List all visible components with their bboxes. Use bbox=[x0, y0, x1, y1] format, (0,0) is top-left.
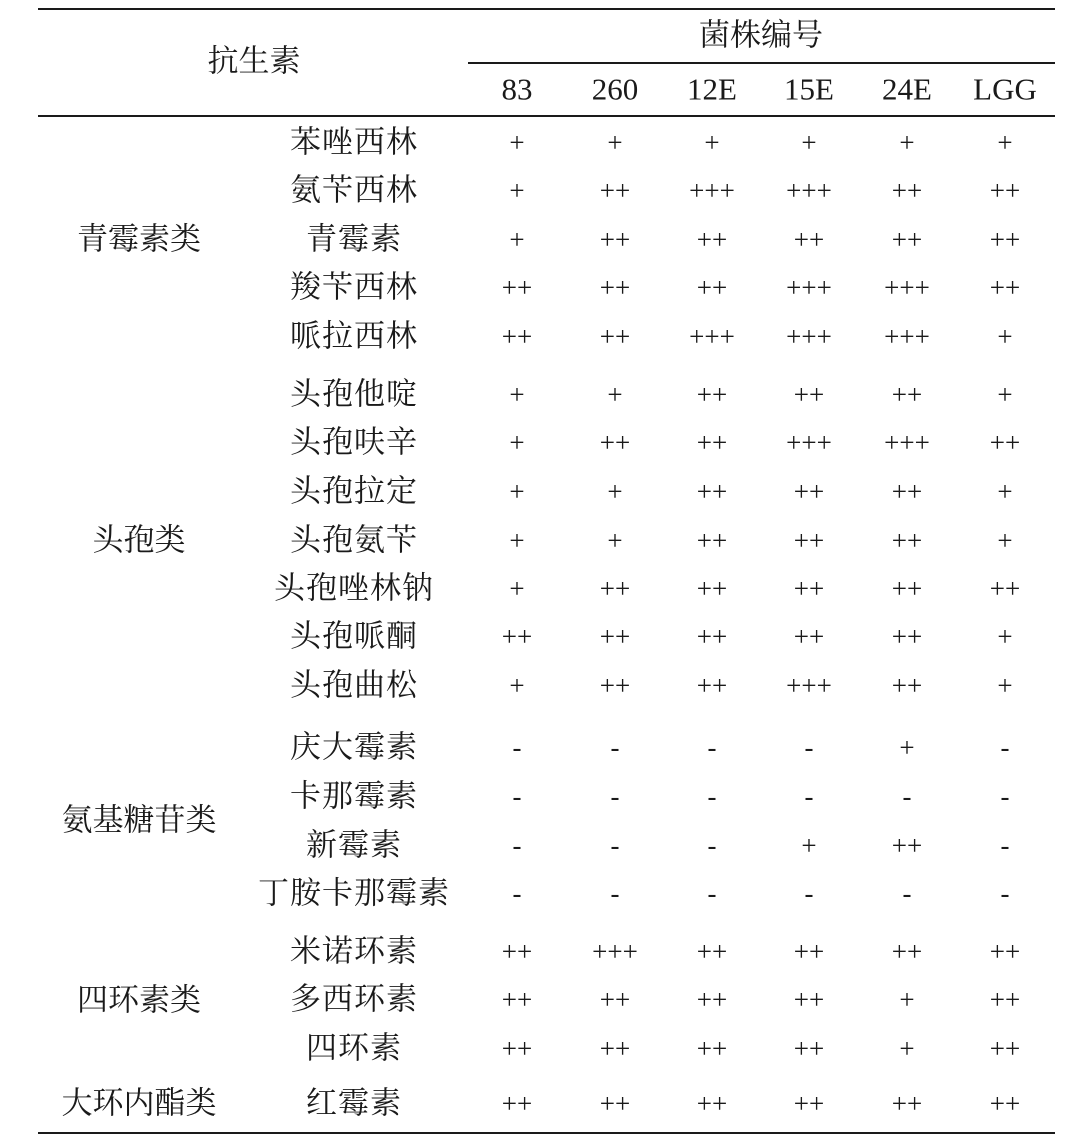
table-top-rule bbox=[38, 8, 1055, 10]
susceptibility-value: ++ bbox=[599, 175, 631, 206]
susceptibility-value: + bbox=[899, 984, 915, 1015]
susceptibility-value: ++ bbox=[793, 1033, 825, 1064]
susceptibility-value: + bbox=[704, 127, 720, 158]
susceptibility-value: ++ bbox=[989, 272, 1021, 303]
susceptibility-value: ++ bbox=[696, 224, 728, 255]
susceptibility-value: - bbox=[512, 878, 522, 909]
susceptibility-value: + bbox=[801, 830, 817, 861]
susceptibility-value: +++ bbox=[689, 321, 735, 352]
susceptibility-value: + bbox=[997, 321, 1013, 352]
susceptibility-value: - bbox=[610, 732, 620, 763]
susceptibility-value: - bbox=[902, 878, 912, 909]
susceptibility-value: ++ bbox=[989, 936, 1021, 967]
susceptibility-value: - bbox=[1000, 781, 1010, 812]
susceptibility-value: ++ bbox=[891, 379, 923, 410]
strain-header-24e: 24E bbox=[882, 71, 932, 107]
antibiotic-table bbox=[38, 0, 1055, 1144]
susceptibility-value: ++ bbox=[891, 525, 923, 556]
antibiotic-name: 哌拉西林 bbox=[290, 318, 418, 355]
susceptibility-value: ++ bbox=[599, 224, 631, 255]
susceptibility-value: - bbox=[707, 830, 717, 861]
susceptibility-value: - bbox=[804, 878, 814, 909]
antibiotic-name: 庆大霉素 bbox=[290, 729, 418, 766]
susceptibility-value: +++ bbox=[786, 670, 832, 701]
antibiotic-name: 青霉素 bbox=[306, 221, 402, 258]
header-bottom-rule bbox=[38, 115, 1055, 117]
susceptibility-value: + bbox=[509, 224, 525, 255]
susceptibility-value: - bbox=[707, 732, 717, 763]
susceptibility-value: ++ bbox=[696, 670, 728, 701]
susceptibility-value: ++ bbox=[989, 1033, 1021, 1064]
susceptibility-value: ++ bbox=[696, 1088, 728, 1119]
susceptibility-value: + bbox=[509, 379, 525, 410]
susceptibility-value: +++ bbox=[592, 936, 638, 967]
antibiotic-name: 头孢他啶 bbox=[290, 376, 418, 413]
susceptibility-value: ++ bbox=[793, 476, 825, 507]
susceptibility-value: ++ bbox=[891, 175, 923, 206]
antibiotic-name: 头孢哌酮 bbox=[290, 618, 418, 655]
susceptibility-value: + bbox=[509, 573, 525, 604]
strain-header-83: 83 bbox=[501, 71, 533, 107]
susceptibility-value: ++ bbox=[989, 224, 1021, 255]
susceptibility-value: ++ bbox=[599, 321, 631, 352]
susceptibility-value: ++ bbox=[989, 1088, 1021, 1119]
antibiotic-name: 头孢曲松 bbox=[290, 667, 418, 704]
strain-group-header: 菌株编号 bbox=[699, 17, 823, 54]
antibiotic-name: 红霉素 bbox=[306, 1085, 402, 1122]
susceptibility-value: + bbox=[899, 127, 915, 158]
susceptibility-value: + bbox=[997, 476, 1013, 507]
susceptibility-value: + bbox=[607, 379, 623, 410]
susceptibility-value: ++ bbox=[696, 525, 728, 556]
susceptibility-value: ++ bbox=[793, 573, 825, 604]
susceptibility-value: ++ bbox=[599, 1033, 631, 1064]
susceptibility-value: ++ bbox=[696, 573, 728, 604]
strain-header-260: 260 bbox=[591, 71, 639, 107]
susceptibility-value: ++ bbox=[696, 1033, 728, 1064]
susceptibility-value: - bbox=[902, 781, 912, 812]
susceptibility-value: ++ bbox=[793, 621, 825, 652]
susceptibility-value: ++ bbox=[501, 984, 533, 1015]
strain-header-lgg: LGG bbox=[973, 71, 1037, 107]
strain-header-12e: 12E bbox=[687, 71, 737, 107]
strain-header-15e: 15E bbox=[784, 71, 834, 107]
susceptibility-value: + bbox=[997, 379, 1013, 410]
susceptibility-value: + bbox=[607, 476, 623, 507]
susceptibility-value: ++ bbox=[793, 936, 825, 967]
category-label: 青霉素类 bbox=[77, 221, 201, 258]
susceptibility-value: + bbox=[509, 127, 525, 158]
susceptibility-value: ++ bbox=[501, 936, 533, 967]
susceptibility-value: +++ bbox=[884, 427, 930, 458]
susceptibility-value: ++ bbox=[599, 621, 631, 652]
susceptibility-value: - bbox=[707, 878, 717, 909]
susceptibility-value: - bbox=[512, 830, 522, 861]
antibiotic-name: 新霉素 bbox=[306, 827, 402, 864]
susceptibility-value: - bbox=[512, 781, 522, 812]
susceptibility-value: ++ bbox=[696, 272, 728, 303]
susceptibility-value: - bbox=[610, 781, 620, 812]
susceptibility-value: - bbox=[804, 781, 814, 812]
susceptibility-value: + bbox=[899, 732, 915, 763]
susceptibility-value: ++ bbox=[696, 936, 728, 967]
susceptibility-value: ++ bbox=[501, 621, 533, 652]
category-label: 头孢类 bbox=[92, 522, 186, 558]
susceptibility-value: ++ bbox=[989, 175, 1021, 206]
susceptibility-value: ++ bbox=[696, 476, 728, 507]
antibiotic-name: 氨苄西林 bbox=[290, 172, 418, 209]
antibiotic-name: 丁胺卡那霉素 bbox=[258, 875, 450, 912]
susceptibility-value: - bbox=[1000, 830, 1010, 861]
susceptibility-value: ++ bbox=[989, 984, 1021, 1015]
susceptibility-value: + bbox=[801, 127, 817, 158]
susceptibility-value: + bbox=[509, 476, 525, 507]
susceptibility-value: ++ bbox=[599, 1088, 631, 1119]
susceptibility-value: + bbox=[607, 127, 623, 158]
susceptibility-value: + bbox=[899, 1033, 915, 1064]
antibiotic-name: 头孢呋辛 bbox=[290, 424, 418, 461]
susceptibility-value: + bbox=[509, 427, 525, 458]
susceptibility-value: ++ bbox=[599, 573, 631, 604]
susceptibility-value: ++ bbox=[501, 1033, 533, 1064]
susceptibility-value: ++ bbox=[599, 670, 631, 701]
susceptibility-value: ++ bbox=[599, 984, 631, 1015]
susceptibility-value: ++ bbox=[696, 984, 728, 1015]
susceptibility-value: +++ bbox=[884, 272, 930, 303]
susceptibility-value: ++ bbox=[793, 379, 825, 410]
susceptibility-value: +++ bbox=[884, 321, 930, 352]
category-label: 氨基糖苷类 bbox=[61, 802, 217, 839]
susceptibility-value: ++ bbox=[891, 573, 923, 604]
susceptibility-value: ++ bbox=[891, 670, 923, 701]
susceptibility-value: ++ bbox=[891, 476, 923, 507]
susceptibility-value: - bbox=[610, 830, 620, 861]
susceptibility-value: - bbox=[1000, 878, 1010, 909]
antibiotic-name: 头孢拉定 bbox=[290, 473, 418, 510]
susceptibility-value: + bbox=[997, 670, 1013, 701]
susceptibility-value: ++ bbox=[501, 321, 533, 352]
susceptibility-value: ++ bbox=[989, 573, 1021, 604]
susceptibility-value: + bbox=[997, 621, 1013, 652]
susceptibility-value: ++ bbox=[989, 427, 1021, 458]
susceptibility-value: +++ bbox=[786, 427, 832, 458]
antibiotic-name: 羧苄西林 bbox=[290, 269, 418, 306]
category-label: 四环素类 bbox=[77, 982, 201, 1018]
susceptibility-value: +++ bbox=[786, 321, 832, 352]
susceptibility-value: - bbox=[1000, 732, 1010, 763]
susceptibility-value: ++ bbox=[501, 272, 533, 303]
category-label: 大环内酯类 bbox=[61, 1085, 217, 1122]
susceptibility-value: ++ bbox=[891, 224, 923, 255]
susceptibility-value: +++ bbox=[689, 175, 735, 206]
susceptibility-value: ++ bbox=[793, 1088, 825, 1119]
susceptibility-value: ++ bbox=[793, 525, 825, 556]
susceptibility-value: + bbox=[509, 670, 525, 701]
susceptibility-value: ++ bbox=[696, 621, 728, 652]
susceptibility-value: ++ bbox=[696, 427, 728, 458]
susceptibility-value: ++ bbox=[599, 427, 631, 458]
antibiotic-name: 头孢氨苄 bbox=[290, 522, 418, 559]
susceptibility-value: ++ bbox=[891, 1088, 923, 1119]
susceptibility-value: + bbox=[509, 175, 525, 206]
antibiotic-name: 头孢唑林钠 bbox=[274, 570, 434, 607]
susceptibility-value: ++ bbox=[891, 830, 923, 861]
susceptibility-value: - bbox=[512, 732, 522, 763]
susceptibility-value: ++ bbox=[891, 936, 923, 967]
strain-header-rule bbox=[468, 62, 1055, 64]
antibiotic-name: 多西环素 bbox=[290, 981, 418, 1018]
susceptibility-value: - bbox=[804, 732, 814, 763]
susceptibility-value: + bbox=[997, 127, 1013, 158]
antibiotic-name: 米诺环素 bbox=[290, 933, 418, 970]
susceptibility-value: - bbox=[610, 878, 620, 909]
susceptibility-value: ++ bbox=[793, 984, 825, 1015]
susceptibility-value: ++ bbox=[696, 379, 728, 410]
susceptibility-value: +++ bbox=[786, 272, 832, 303]
susceptibility-value: +++ bbox=[786, 175, 832, 206]
susceptibility-value: ++ bbox=[501, 1088, 533, 1119]
antibiotic-name: 卡那霉素 bbox=[290, 778, 418, 815]
susceptibility-value: + bbox=[509, 525, 525, 556]
susceptibility-value: + bbox=[607, 525, 623, 556]
susceptibility-value: ++ bbox=[891, 621, 923, 652]
antibiotic-name: 四环素 bbox=[306, 1030, 402, 1067]
susceptibility-value: - bbox=[707, 781, 717, 812]
table-bottom-rule bbox=[38, 1132, 1055, 1134]
susceptibility-value: ++ bbox=[599, 272, 631, 303]
susceptibility-value: ++ bbox=[793, 224, 825, 255]
antibiotic-name: 苯唑西林 bbox=[290, 124, 418, 161]
row-label-header: 抗生素 bbox=[207, 43, 301, 80]
susceptibility-value: + bbox=[997, 525, 1013, 556]
